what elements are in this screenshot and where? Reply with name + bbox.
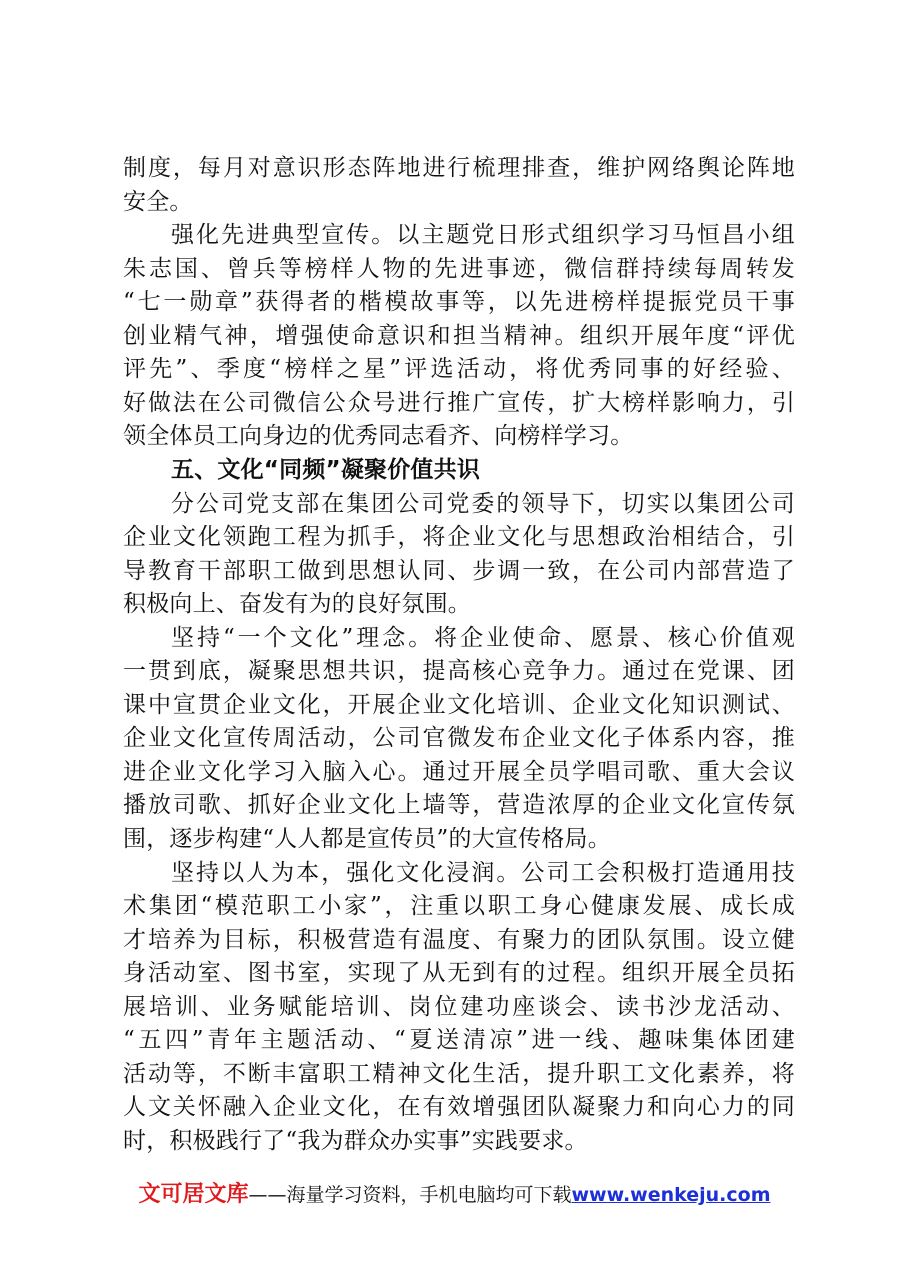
text-line: 身活动室、图书室，实现了从无到有的过程。组织开展全员拓 xyxy=(123,960,795,986)
text-line: 好做法在公司微信公众号进行推广宣传，扩大榜样影响力，引 xyxy=(123,390,795,416)
text-line: 评先”、季度“榜样之星”评选活动，将优秀同事的好经验、 xyxy=(123,356,795,382)
text-line: 积极向上、奋发有为的良好氛围。 xyxy=(123,591,471,617)
text-line: 术集团“模范职工小家”，注重以职工身心健康发展、成长成 xyxy=(123,893,795,919)
text-line: 朱志国、曾兵等榜样人物的先进事迹，微信群持续每周转发 xyxy=(123,256,795,282)
section-heading: 五、文化“同频”凝聚价值共识 xyxy=(171,457,481,483)
paragraph-start-line: 分公司党支部在集团公司党委的领导下，切实以集团公司 xyxy=(171,491,795,517)
brand-name: 文可居文库 xyxy=(138,1182,249,1207)
text-line: “七一勋章”获得者的楷模故事等，以先进榜样提振党员干事 xyxy=(123,289,795,315)
text-line: 时，积极践行了“我为群众办实事”实践要求。 xyxy=(123,1128,588,1154)
text-line: 才培养为目标，积极营造有温度、有聚力的团队氛围。设立健 xyxy=(123,927,795,953)
text-line: 播放司歌、抓好企业文化上墙等，营造浓厚的企业文化宣传氛 xyxy=(123,792,795,818)
footer-banner xyxy=(0,1180,909,1210)
text-line: 导教育干部职工做到思想认同、步调一致，在公司内部营造了 xyxy=(123,558,795,584)
text-line: 人文关怀融入企业文化，在有效增强团队凝聚力和向心力的同 xyxy=(123,1094,795,1120)
text-line: 展培训、业务赋能培训、岗位建功座谈会、读书沙龙活动、 xyxy=(123,994,795,1020)
text-line: 领全体员工向身边的优秀同志看齐、向榜样学习。 xyxy=(123,423,634,449)
website-link[interactable]: www.wenkeju.com xyxy=(571,1184,771,1206)
text-line: 企业文化宣传周活动，公司官微发布企业文化子体系内容，推 xyxy=(123,725,795,751)
paragraph-start-line: 强化先进典型宣传。以主题党日形式组织学习马恒昌小组 xyxy=(171,222,795,248)
text-line: 企业文化领跑工程为抓手，将企业文化与思想政治相结合，引 xyxy=(123,524,795,550)
text-line: “五四”青年主题活动、“夏送清凉”进一线、趣味集体团建 xyxy=(123,1027,795,1053)
footer-slogan: ——海量学习资料，手机电脑均可下载 xyxy=(248,1184,572,1206)
text-line: 安全。 xyxy=(123,189,193,215)
text-line: 课中宣贯企业文化，开展企业文化培训、企业文化知识测试、 xyxy=(123,692,795,718)
text-line: 制度，每月对意识形态阵地进行梳理排查，维护网络舆论阵地 xyxy=(123,155,795,181)
paragraph-start-line: 坚持以人为本，强化文化浸润。公司工会积极打造通用技 xyxy=(171,860,795,886)
text-line: 创业精气神，增强使命意识和担当精神。组织开展年度“评优 xyxy=(123,323,795,349)
text-line: 围，逐步构建“人人都是宣传员”的大宣传格局。 xyxy=(123,826,611,852)
text-line: 一贯到底，凝聚思想共识，提高核心竞争力。通过在党课、团 xyxy=(123,658,795,684)
text-line: 活动等，不断丰富职工精神文化生活，提升职工文化素养，将 xyxy=(123,1061,795,1087)
paragraph-start-line: 坚持“一个文化”理念。将企业使命、愿景、核心价值观 xyxy=(171,625,795,651)
text-line: 进企业文化学习入脑入心。通过开展全员学唱司歌、重大会议 xyxy=(123,759,795,785)
